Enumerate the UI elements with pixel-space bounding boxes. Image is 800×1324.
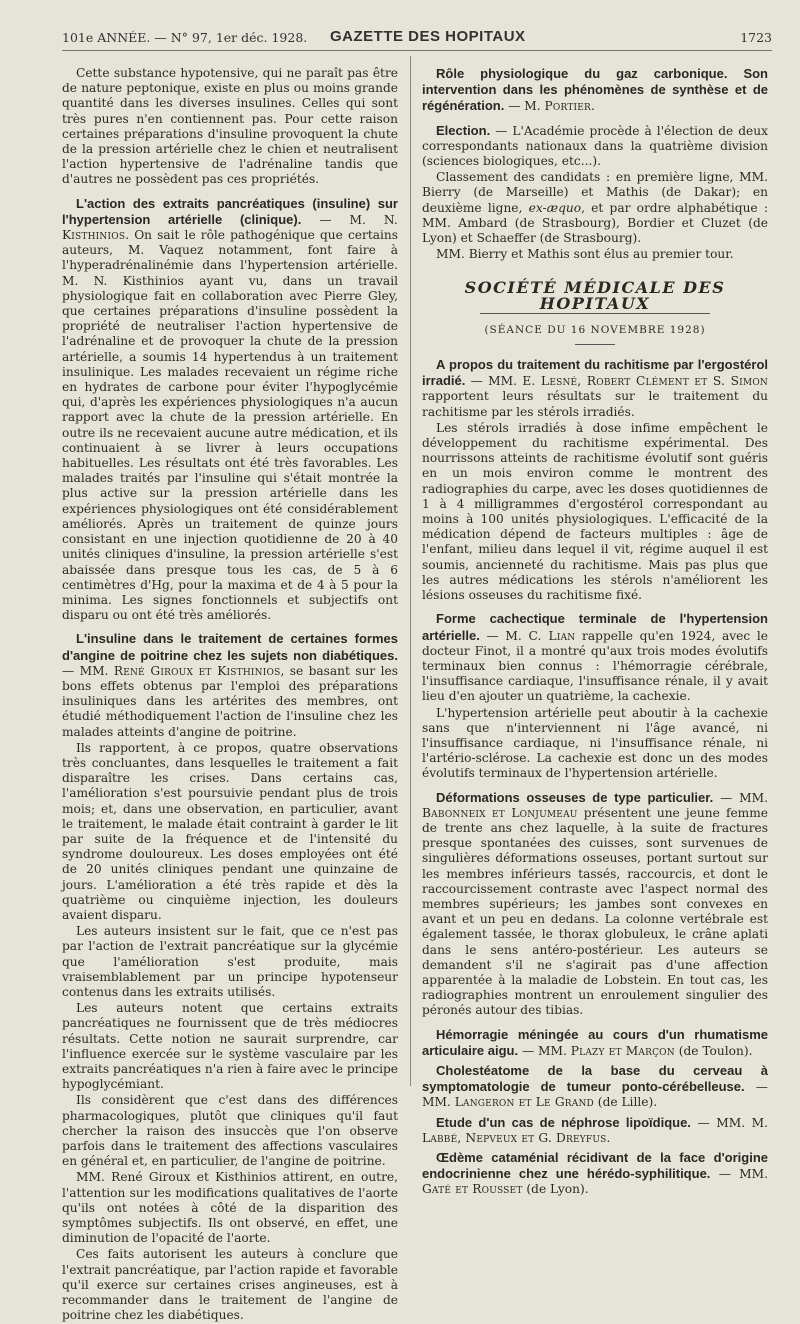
paragraph: Les auteurs notent que certains extraits pancréatiques ne fournissent que de très médiocres résultats. Cette notion ne saurait surprendre, car l'influence exercée sur le système vasculaire par les extraits pancréatiques n'a rien à faire avec le principe hypoglycémiant. — [62, 1001, 398, 1092]
dash: — MM. — [713, 790, 768, 805]
article-body: rappelle qu'en 1924, avec le docteur Finot, il a montré qu'aux trois modes évolutifs terminaux bien connus : l'hémorragie cérébrale, l'insuffisance cardiaque, l'insuffisance rénale, il y avait lieu d'en ajouter un quatrième, la cachexie. — [422, 628, 769, 704]
article-title: Déformations osseuses de type particulier. — [436, 789, 714, 805]
article-insuline-hypertension — [62, 196, 398, 624]
article-author: N. Kisthinios — [62, 212, 398, 243]
dash: — M. — [479, 628, 529, 643]
page-number: 1723 — [740, 30, 772, 45]
article-title: Cholestéatome de la base du cerveau à symptomatologie de tumeur ponto-cérébelleuse. — [422, 1062, 768, 1095]
paragraph: Ils rapportent, à ce propos, quatre observations très concluantes, dans lesquelles le traitement a fait disparaître les crises. Dans certains cas, l'amélioration s'est poursuivie pendant plus de trois mois; et, dans une observation, en particulier, avant le traitement, le malade était contraint à garder le lit par suite de la fréquence et de l'intensité du syndrome douloureux. Les doses employées ont été de 20 unités cliniques pendant une quinzaine de jours. L'amélioration a été très rapide et dès la quatrième ou cinquième injection, les douleurs avaient disparu. — [62, 740, 398, 922]
paragraph: MM. René Giroux et Kisthinios attirent, en outre, l'attention sur les modifications qualitatives de l'aorte qu'ils ont notées à côté de la disparition des symptômes subjectifs. Ils ont observé, en effet, une diminution de l'opacité de l'aorte. — [62, 1170, 398, 1246]
paragraph: Ils considèrent que c'est dans des différences pharmacologiques, plutôt que cliniques qu'il faut chercher la raison des insuccès que l'on observe parfois dans le traitement des affections vasculaires en général et, en particulier, de l'angine de poitrine. — [62, 1093, 398, 1169]
paragraph: MM. Bierry et Mathis sont élus au premier tour. — [436, 247, 734, 262]
dash: — MM. M. — [690, 1115, 768, 1130]
paragraph: Ces faits autorisent les auteurs à conclure que l'extrait pancréatique, par l'action rapide et favorable qu'il exerce sur certaines crises angineuses, est à recommander dans le traitement de l'angine de poitrine chez les diabétiques. — [62, 1247, 398, 1323]
article-title: Election. — [436, 122, 491, 138]
article-cachectique — [422, 611, 768, 704]
article-body: présentent une jeune femme de trente ans chez laquelle, à la suite de fractures presque spontanées des cuisses, sont survenues de singulières déformations osseuses, portant surtout sur les membres inférieurs tassés, raccourcis, et dont le raccourcissement contraste avec l'aspect normal des membres supérieurs; les jambes sont convexes en avant et un peu en dedans. La colonne vertébrale est également tassée, le thorax globuleux, le crâne aplati dans le sens antéro-postérieur. Les auteurs se demandent s'il ne s'agirait pas d'une affection apparentée à la maladie de Lobstein. En tout cas, les radiographies montrent un enroulement singulier des péronés autour des tibias. — [422, 805, 768, 1018]
title-rule — [480, 313, 710, 314]
short-rule — [575, 344, 615, 345]
article-author: Plazy et Marçon — [570, 1043, 675, 1058]
article-author: Langeron et Le Grand — [454, 1095, 594, 1110]
column-divider — [410, 56, 411, 1086]
article-body: , se basant sur les bons effets obtenus par l'emploi des préparations insuliniques dans les artérites des membres, ont étudié méthodiquement l'action de l'insuline chez les malades atteints d'angine de poitrine. — [62, 663, 399, 739]
article-title: Œdème cataménial récidivant de la face d'origine endocrinienne chez une hérédo-syphilitique. — [422, 1150, 768, 1182]
article-title: A propos du traitement du rachitisme par l'ergostérol irradié. — [422, 357, 768, 389]
right-column — [422, 66, 768, 1199]
punct: . — [591, 99, 595, 114]
article-gaz-carbonique — [422, 66, 768, 115]
article-title: Rôle physiologique du gaz carbonique. Son intervention dans les phénomènes de synthèse et de régénération. — [422, 66, 768, 114]
article-election — [422, 123, 768, 170]
article-title: Etude d'un cas de néphrose lipoïdique. — [436, 1114, 691, 1130]
paragraph: L'hypertension artérielle peut aboutir à la cachexie sans que n'interviennent ni l'âge avancé, ni l'insuffisance cardiaque, ni l'insuffisance rénale, ni l'artério-sclérose. La cachexie est donc un des modes évolutifs terminaux de l'hypertension artérielle. — [422, 705, 768, 781]
article-author: Labbé, Nepveux et G. Dreyfus — [422, 1130, 607, 1145]
article-author: Babonneix et Lonjumeau — [422, 805, 578, 820]
left-column — [62, 66, 398, 1324]
article-author: Portier — [544, 99, 592, 114]
header-issue: 101e ANNÉE. — N° 97, 1er déc. 1928. — [62, 30, 308, 45]
dash: — MM. — [518, 1043, 571, 1058]
paragraph: Les stérols irradiés à dose infime empêchent le développement du rachitisme expérimental. Des nourrissons atteints de rachitisme évolutif sont guéris en un mois environ comme le montrent des radiographies du carpe, avec les doses quotidiennes de 1 à 4 milligrammes d'ergostérol correspondant au moins à 100 unités physiologiques. L'efficacité de la médication dépend de facteurs multiples : âge de l'enfant, milieu dans lequel il vit, régime auquel il est soumis, ancienneté du rachitisme. Mais pas plus que les autres médications les stérols n'améliorent les lésions osseuses du rachitisme fixé. — [422, 420, 768, 603]
article-insuline-angine — [62, 631, 398, 739]
article-author: René Giroux et Kisthinios — [113, 663, 281, 678]
article-origin: (de Toulon). — [674, 1043, 753, 1058]
article-author: E. Lesné, Robert Clément et S. Simon — [522, 374, 768, 389]
paragraph-classement — [422, 170, 768, 246]
text: , et par ordre alphabétique : MM. Ambard (de Strasbourg), Bordier et Cluzet (de Lyon) et Schaeffer (de Strasbourg). — [422, 200, 768, 246]
dash: — M. — [504, 99, 545, 114]
section-header — [422, 280, 768, 345]
dash: — MM. — [62, 663, 114, 678]
article-nephrose — [422, 1115, 768, 1146]
article-hemorragie — [422, 1027, 768, 1059]
punct: . — [606, 1130, 611, 1145]
seance-date: (SÉANCE DU 16 NOVEMBRE 1928) — [484, 323, 706, 336]
paragraph: Les auteurs insistent sur le fait, que ce n'est pas par l'action de l'extrait pancréatique sur la glycémie que l'amélioration s'est produite, mais vraisemblablement par un principe hypotenseur contenus dans les extraits utilisés. — [62, 924, 398, 999]
dash: — MM. — [465, 374, 523, 389]
article-rachitisme — [422, 357, 768, 420]
article-author: Gaté et Rousset — [422, 1182, 523, 1197]
article-title: L'insuline dans le traitement de certaines formes d'angine de poitrine chez les sujets non diabétiques. — [62, 631, 398, 663]
article-body: — L'Académie procède à l'élection de deux correspondants nationaux dans la quatrième division (sciences biologiques, etc...). — [422, 123, 768, 169]
text-italic: ex-æquo — [528, 200, 582, 215]
article-oedeme — [422, 1150, 768, 1198]
dash: — MM. — [422, 1080, 768, 1110]
paragraph-intro: Cette substance hypotensive, qui ne paraît pas être de nature peptonique, existe en plus ou moins grande quantité dans les diverses insulines. Celles qui sont très pures n'en contiennent pas. Pour cette raison certaines préparations d'insuline provoquent la chute de la pression artérielle chez le chien et neutralisent l'action hypertensive de l'adrénaline tandis que d'autres ne possèdent pas ces propriétés. — [62, 66, 398, 187]
article-title: Hémorragie méningée au cours d'un rhumatisme articulaire aigu. — [422, 1026, 768, 1058]
article-origin: (de Lille). — [593, 1095, 658, 1110]
text: Classement des candidats : en première ligne, MM. Bierry (de Marseille) et Mathis (de Dakar); en deuxième ligne, — [422, 170, 768, 215]
dash: — MM. — [710, 1167, 768, 1182]
article-body: rapportent leurs résultats sur le traitement du rachitisme par les stérols irradiés. — [422, 389, 768, 419]
header-rule — [62, 50, 772, 51]
article-body: . On sait le rôle pathogénique que certains auteurs, M. Vaquez notamment, font faire à l'hyperadrénalinémie dans l'hypertension artérielle. M. N. Kisthinios ayant vu, dans un travail physiologique fait en collaboration avec Pierre Gley, que certaines préparations d'insuline possèdent la propriété de neutraliser l'action hypertensive de l'adrénaline et de provoquer la chute de la pression artérielle, a soumis 14 hypertendus à un traitement insulinique. Les malades recevaient un régime riche en hydrates de carbone pour éviter l'hypoglycémie qui, d'après les expériences physiologiques n'a aucun rapport avec la chute de la pression artérielle. En outre ils ne recevaient aucune autre médication, et ils continuaient à se livrer à leurs occupations habituelles. Les résultats ont été très favorables. Les malades traités par l'insuline qui s'était montrée la plus active sur la pression artérielle dans les expériences physiologiques ont été considérablement améliorés. Après un traitement de quinze jours consistant en une injection quotidienne de 20 à 40 unités cliniques d'insuline, la pression artérielle s'est abaissée dans presque tous les cas, de 5 à 6 centimètres d'Hg, pour la maxima et de 4 à 5 pour la minima. Les signes fonctionnels et subjectifs ont disparu ou ont été très améliorés. — [62, 228, 398, 623]
page-header — [62, 28, 772, 48]
society-title: SOCIÉTÉ MÉDICALE DES HOPITAUX — [464, 278, 726, 313]
article-deformations — [422, 790, 768, 1019]
article-cholesteatome — [422, 1063, 768, 1111]
article-origin: (de Lyon). — [522, 1182, 589, 1197]
article-title: L'action des extraits pancréatiques (insuline) sur l'hypertension artérielle (clinique). — [62, 195, 398, 227]
article-author: C. Lian — [528, 628, 576, 643]
journal-title: GAZETTE DES HOPITAUX — [330, 28, 526, 45]
dash: — M. — [301, 212, 384, 227]
article-title: Forme cachectique terminale de l'hypertension artérielle. — [422, 611, 768, 643]
